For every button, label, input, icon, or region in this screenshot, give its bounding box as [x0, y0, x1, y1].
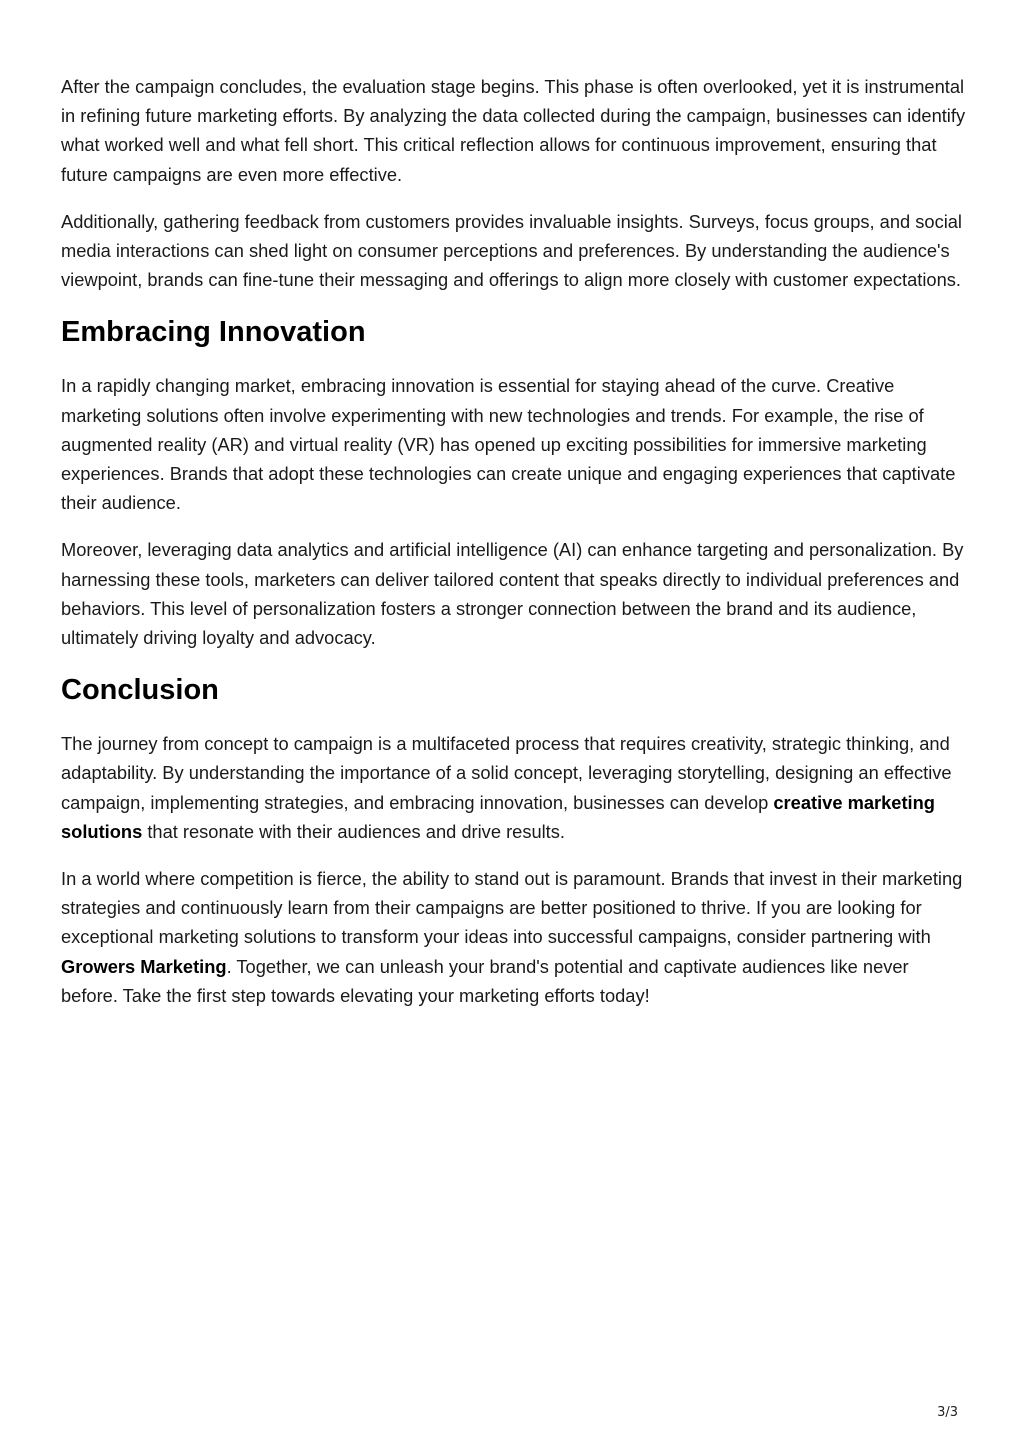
heading-embracing-innovation: Embracing Innovation — [61, 316, 366, 349]
conclusion-text-1b: that resonate with their audiences and drive results. — [142, 820, 565, 842]
paragraph-innovation-2: Moreover, leveraging data analytics and artificial intelligence (AI) can enhance targeting and personalization. By harnessing these tools, marketers can deliver tailored content that speaks directly to individual preferences and behaviors. This level of personalization fosters a stronger connection between the brand and its audience, ultimately driving loyalty and advocacy. — [61, 539, 964, 649]
paragraph-innovation-1: In a rapidly changing market, embracing innovation is essential for staying ahead of the curve. Creative marketing solutions often involve experimenting with new technologies and trends. For example, the rise of augmented reality (AR) and virtual reality (VR) has opened up exciting possibilities for immersive marketing experiences. Brands that adopt these technologies can create unique and engaging experiences that captivate their audience. — [61, 375, 956, 514]
conclusion-text-1a: The journey from concept to campaign is a multifaceted process that requires creativity, strategic thinking, and adaptability. By understanding the importance of a solid concept, leveraging storytelling, designing an effective campaign, implementing strategies, and embracing innovation, businesses can develop — [61, 733, 952, 813]
conclusion-text-2b: . Together, we can unleash your brand's potential and captivate audiences like never before. Take the first step towards elevating your marketing efforts today! — [61, 955, 909, 1006]
paragraph-feedback: Additionally, gathering feedback from customers provides invaluable insights. Surveys, focus groups, and social media interactions can shed light on consumer perceptions and preferences. By understanding the audience's viewpoint, brands can fine-tune their messaging and offerings to align more closely with customer expectations. — [61, 210, 962, 291]
document-body — [61, 72, 966, 1028]
bold-growers-marketing: Growers Marketing — [61, 955, 227, 977]
bold-creative-marketing-solutions: creative marketing solutions — [61, 791, 935, 842]
conclusion-text-2a: In a world where competition is fierce, the ability to stand out is paramount. Brands that invest in their marketing strategies and continuously learn from their campaigns are better positioned to thrive. If you are looking for exceptional marketing solutions to transform your ideas into successful campaigns, consider partnering with — [61, 868, 963, 948]
paragraph-conclusion-1 — [61, 729, 966, 846]
paragraph-conclusion-2 — [61, 864, 966, 1010]
paragraph-evaluation: After the campaign concludes, the evaluation stage begins. This phase is often overlooked, yet it is instrumental in refining future marketing efforts. By analyzing the data collected during the campaign, businesses can identify what worked well and what fell short. This critical reflection allows for continuous improvement, ensuring that future campaigns are even more effective. — [61, 76, 966, 185]
page-number: 3/3 — [937, 1405, 958, 1420]
heading-conclusion: Conclusion — [61, 674, 219, 707]
